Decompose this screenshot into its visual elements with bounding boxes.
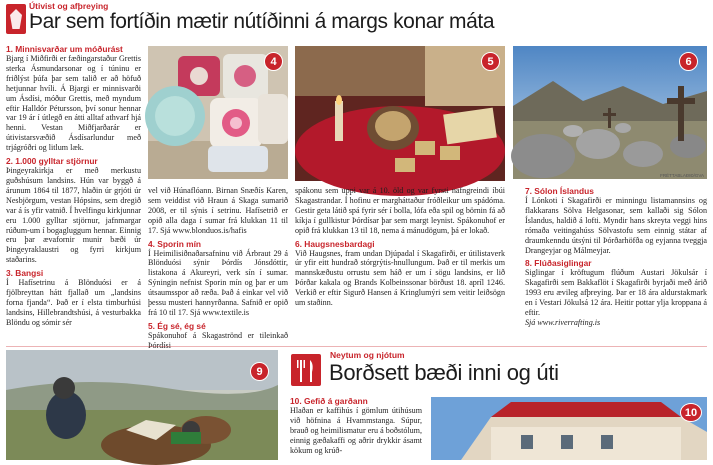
article-column-3 bbox=[295, 186, 505, 344]
photo-number-badge: 9 bbox=[250, 362, 269, 381]
item-body-4: Í Heimilisiðnaðarsafninu við Árbraut 29 á Blönduósi sýnir Þórdís Jónsdóttir, listakona á Akureyri, verk sín í sumar. Sýningin nefnist Sporin mín og þar er um útsaumsspor að ræða. Það á einkar vel við þessu musteri hannyrðanna. Safnið er opið frá 10 til 17. Sjá www.textile.is bbox=[148, 248, 288, 317]
photo-number-badge: 10 bbox=[680, 403, 702, 422]
section-divider bbox=[6, 346, 707, 347]
item-heading-10: 10. Gefið á garðann bbox=[290, 396, 368, 406]
item-heading-5: 5. Ég sé, ég sé bbox=[148, 320, 206, 331]
item-body-3: Í Hafísetrinu á Blönduósi er á fjölbreyttan hátt fjallað um „landsins forna fjanda“. Það er í elsta timburhúsi landsins, Hillebrandtshúsi, á vesturbakka Blöndu og sómir sér bbox=[6, 278, 141, 327]
article-column-4 bbox=[525, 186, 707, 344]
cutlery-glyph bbox=[291, 354, 321, 386]
photo-stone-field bbox=[513, 46, 707, 179]
item-heading-7: 7. Sólon Íslandus bbox=[525, 186, 594, 196]
item-heading-2: 2. 1.000 gylltar stjörnur bbox=[6, 156, 98, 167]
cutlery-icon bbox=[291, 354, 321, 386]
section-kicker: Útivist og afþreying bbox=[29, 1, 109, 11]
item-heading-3: 3. Bangsi bbox=[6, 268, 44, 279]
item-heading-8: 8. Flúðasiglingar bbox=[525, 258, 592, 269]
photo-number-badge: 5 bbox=[481, 52, 500, 71]
photo-number-badge: 4 bbox=[264, 52, 283, 71]
item-body-10: Hlaðan er kaffihús í gömlum útihúsum við höfnina á Hvammstanga. Súpur, brauð og heimilismatur eru á boðstólum, einnig gæðakaffi og aðrir drykkir ásamt kökum og krúð- bbox=[290, 406, 422, 455]
item-body-8: Siglingar í kröftugum flúðum Austari Jökulsár í Skagafirði sem Bakkaflöt í Skagafirði byrjaði með árið 1993 eru ævileg afþreying. Þar er 18 ára aldurstakmark en í Vestari Jökulsá 12 ára. Heitir pottar ylja kroppana á eftir. bbox=[525, 268, 707, 318]
photo-horse-riding bbox=[6, 350, 278, 460]
section-kicker: Neytum og njótum bbox=[330, 350, 405, 360]
item-body-5-cont: spákonu sem uppi var á 10. öld og var fyrsti nafngreindi íbúi Skagastrandar. Í hofinu er margháttaður fróðleikur um spádóma. Gestir geta látið spá fyrir sér í bolla, lófa eða spil og börnin fá að kíkja í gullkistur Þórdísar þar sem margt leynist. Spákonuhof er opið frá klukkan 13 til 18, nema á mánudögum, þá er lokað. bbox=[295, 186, 505, 235]
section-headline: Borðsett bæði inni og úti bbox=[329, 360, 559, 385]
photo-credit: FRÉTTABLAÐIÐ/GVA bbox=[660, 173, 704, 178]
article-column-2 bbox=[148, 186, 288, 350]
photo-fortune-table bbox=[295, 46, 505, 181]
category-icon bbox=[6, 4, 26, 34]
article-column-1 bbox=[6, 44, 141, 344]
item-heading-4: 4. Sporin mín bbox=[148, 238, 202, 249]
photo-red-building bbox=[431, 397, 707, 460]
item-body-2: Þingeyrakirkja er með merkustu guðshúsum landsins. Hún var byggð á árunum 1864 til 1877, hlaðin úr grjóti úr Nesbjörgum, vestan Hópsins, sem dregið var á ís yfir vatnið. Í hvelfingu kirkjunnar eru 1.000 gylltar stjörnur, jafnmargar rúðum-um í bogagluggum hennar. Einnig eru þar ævafornir munir bæði úr Þingeyraklaustri og fyrri kirkjum staðarins. bbox=[6, 166, 141, 265]
section-headline: Þar sem fortíðin mætir nútíðinni á margs konar máta bbox=[29, 10, 495, 33]
photo-cushions bbox=[148, 46, 288, 179]
item-body-1: Bjarg í Miðfirði er fæðingarstaður Grettis sterka Ásmundarsonar og í túninu er friðlýst þúfa þar sem talið er að höfuð hetjunnar hvíli. Á Bjargi er minnisvarði um Ásdísi, móður Grettis, með myndum eftir Halldór Pétursson, því sonur hennar var 19 ár í útlegð en átti alltaf athvarf hjá henni. Vestan Miðfjarðarár er útivistarsvæðið Ásdísarlundur með trjágróðri og litlum læk. bbox=[6, 54, 141, 153]
item-body-5: Spákonuhof á Skagaströnd er tileinkað Þórdísi bbox=[148, 330, 288, 350]
fortune-table-illustration bbox=[295, 46, 505, 181]
photo-number-badge: 6 bbox=[679, 52, 698, 71]
item-body-3-cont: vel við Húnaflóann. Birnan Snæðís Karen, sem veiddist við Hraun á Skaga sumarið 2008, er til sýnis í setrinu. Hafísetrið er opið alla daga í sumar frá klukkan 11 til 17. Sjá www.blonduos.is/hafis bbox=[148, 186, 288, 235]
item-body-6: Við Haugsnes, fram undan Djúpadal í Skagafirði, er útilistaverk úr yfir eitt hundrað stórgrýtis-hnullungum. Það er til merkis um mannskæðustu orrustu sem háð er um í sögu landsins, er lið Þórðar kakala og Brands Kolbeinssonar börðust 18. apríl 1246. Verkið er eftir Sigurð Hansen á Kringlumýri sem veitir leiðsögn um staðinn. bbox=[295, 248, 505, 308]
item-heading-6: 6. Haugsnesbardagi bbox=[295, 238, 375, 249]
article-column-5 bbox=[290, 396, 422, 460]
item-heading-1: 1. Minnisvarðar um móðurást bbox=[6, 44, 123, 54]
item-body-7: Í Lónkoti í Skagafirði er minningu listamannsins og flakkarans Sölva Helgasonar, sem kallaði sig Sólon Íslandus, haldið á lofti. Myndir hans skreyta veggi hins rómaða veitingahúss Sölvastofu sem einnig státar af draumkenndu útsýni til Þórðarhöfða og eyjanna tveggja Drangeyjar og Málmeyjar. bbox=[525, 196, 707, 255]
stone-field-illustration bbox=[513, 46, 707, 179]
item-signature-link[interactable]: Sjá www.riverrafting.is bbox=[525, 317, 601, 327]
red-building-illustration bbox=[431, 397, 707, 460]
horse-riding-illustration bbox=[6, 350, 278, 460]
